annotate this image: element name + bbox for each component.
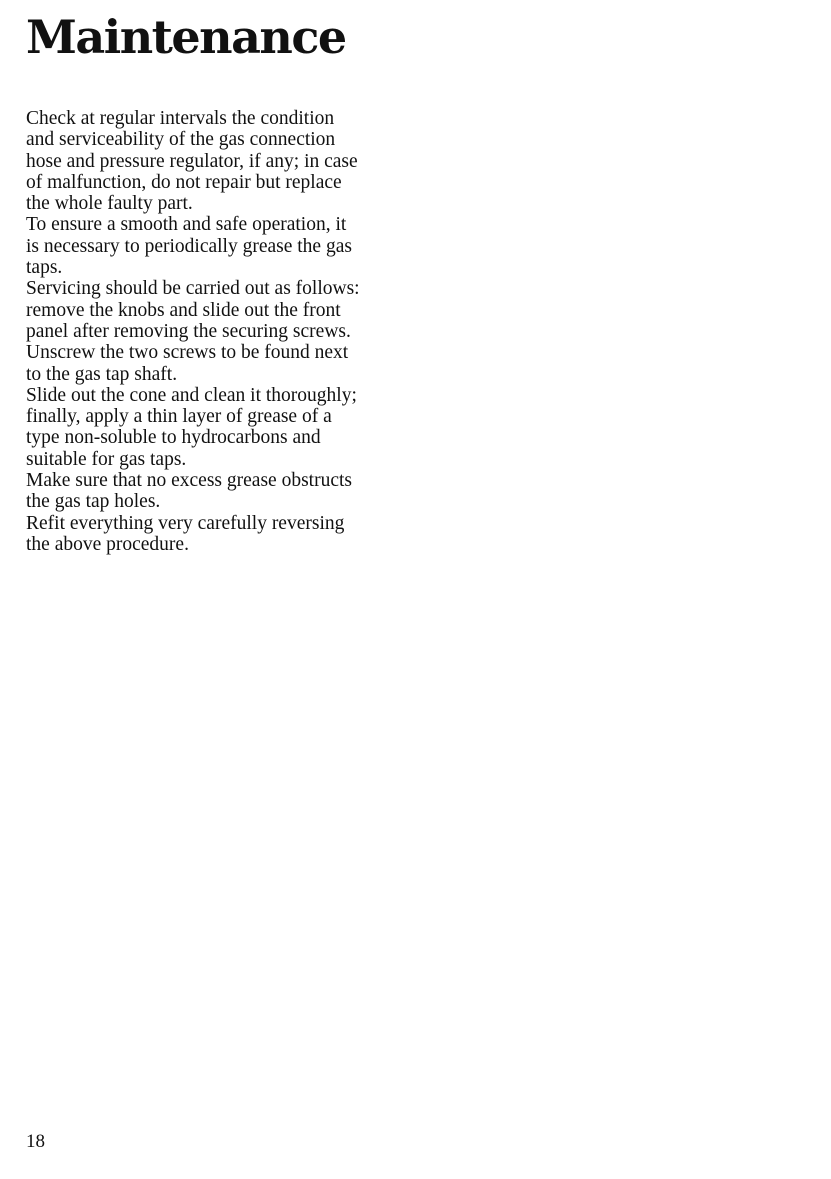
text-line: remove the knobs and slide out the front — [26, 299, 341, 321]
text-line: To ensure a smooth and safe operation, it — [26, 214, 347, 236]
text-line: panel after removing the securing screws. — [26, 320, 351, 342]
text-line: Servicing should be carried out as follows: — [26, 278, 360, 300]
text-line: is necessary to periodically grease the gas — [26, 235, 352, 257]
page-title: Maintenance — [26, 10, 346, 64]
text-line: Refit everything very carefully reversing — [26, 512, 345, 534]
text-line: Unscrew the two screws to be found next — [26, 342, 349, 364]
text-line: hose and pressure regulator, if any; in case — [26, 150, 358, 172]
maintenance-instructions — [26, 108, 406, 555]
text-line: finally, apply a thin layer of grease of a — [26, 406, 332, 428]
text-line: the gas tap holes. — [26, 491, 161, 513]
text-line: to the gas tap shaft. — [26, 363, 178, 385]
text-line: the above procedure. — [26, 533, 189, 555]
text-line: the whole faulty part. — [26, 193, 193, 215]
text-line: type non-soluble to hydrocarbons and — [26, 427, 321, 449]
text-line: suitable for gas taps. — [26, 448, 187, 470]
text-line: and serviceability of the gas connection — [26, 129, 336, 151]
text-line: Check at regular intervals the condition — [26, 108, 335, 129]
text-line: Slide out the cone and clean it thoroughly; — [26, 384, 357, 406]
text-line: Make sure that no excess grease obstructs — [26, 470, 352, 492]
text-line: of malfunction, do not repair but replace — [26, 171, 342, 193]
text-line: taps. — [26, 257, 63, 279]
page-number: 18 — [26, 1131, 45, 1152]
